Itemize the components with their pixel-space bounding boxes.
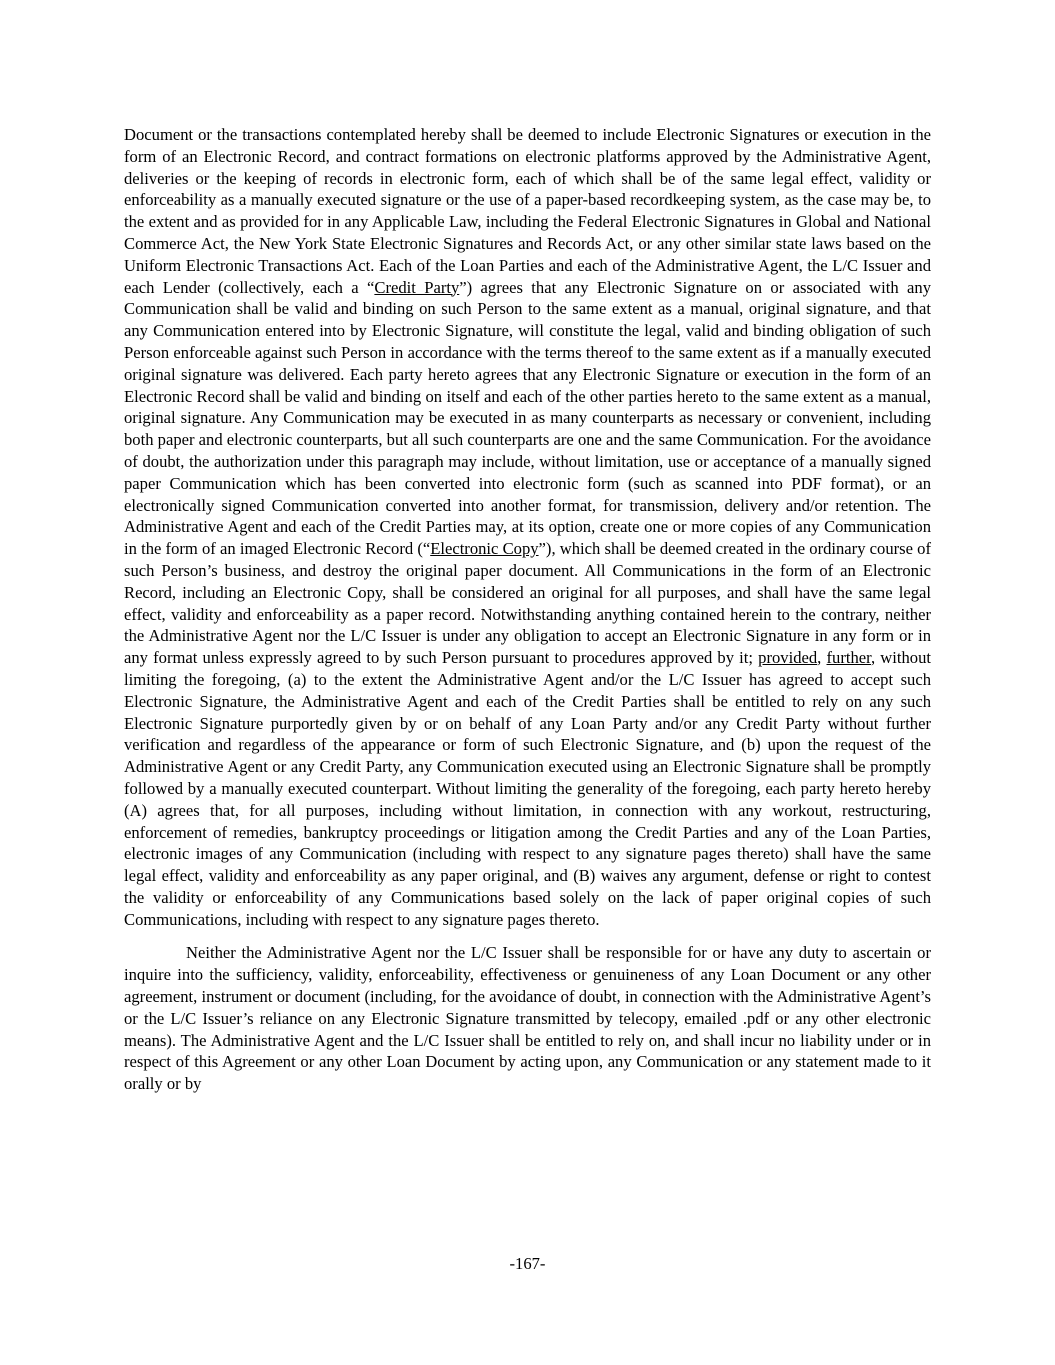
term-further: further [826, 648, 871, 668]
document-page [124, 124, 931, 1095]
defined-term-electronic-copy: Electronic Copy [430, 539, 539, 559]
defined-term-credit-party: Credit Party [374, 277, 460, 297]
body-paragraph-responsibility: Neither the Administrative Agent nor the L/C Issuer shall be responsible for or have any duty to ascertain or inquire into the sufficiency, validity, enforceability, effectiveness or genuineness of any Loan Document or any other agreement, instrument or document (including, for the avoidance of doubt, in connection with the Administrative Agent’s or the L/C Issuer’s reliance on any Electronic Signature transmitted by telecopy, emailed .pdf or any other electronic means). The Administrative Agent and the L/C Issuer shall be entitled to rely on, and shall incur no liability under or in respect of this Agreement or any other Loan Document by acting upon, any Communication or any statement made to it orally or by [124, 943, 931, 1094]
body-paragraph-electronic-signatures [124, 124, 931, 930]
paragraph-text-segment: ”) agrees that any Electronic Signature on or associated with any Communication shall be valid and binding on such Person to the same extent as a manual, original signature, and that any Communication entered into by Electronic Signature, will constitute the legal, valid and binding obligation of such Person enforceable against such Person in accordance with the terms thereof to the same extent as if a manually executed original signature was delivered. Each party hereto agrees that any Electronic Signature or execution in the form of an Electronic Record shall be valid and binding on itself and each of the other parties hereto to the same extent as a manual, original signature. Any Communication may be executed in as many counterparts as necessary or convenient, including both paper and electronic counterparts, but all such counterparts are one and the same Communication. For the avoidance of doubt, the authorization under this paragraph may include, without limitation, use or acceptance of a manually signed paper Communication which has been converted into electronic form (such as scanned into PDF format), or an electronically signed Communication converted into another format, for transmission, delivery and/or retention. The Administrative Agent and each of the Credit Parties may, at its option, create one or more copies of any Communication in the form of an imaged Electronic Record (“ [124, 277, 932, 559]
paragraph-text-segment: , [817, 648, 827, 668]
term-provided: provided [758, 648, 818, 668]
paragraph-text-segment: ”), which shall be deemed created in the ordinary course of such Person’s business, and destroy the original paper document. All Communications in the form of an Electronic Record, including an Electronic Copy, shall be considered an original for all purposes, and shall have the same legal effect, validity and enforceability as a paper record. Notwithstanding anything contained herein to the contrary, neither the Administrative Agent nor the L/C Issuer is under any obligation to accept an Electronic Signature in any form or in any format unless expressly agreed to by such Person pursuant to procedures approved by it; [124, 539, 931, 668]
page-number: -167- [509, 1254, 546, 1273]
paragraph-text-segment: , without limiting the foregoing, (a) to the extent the Administrative Agent and/or the L/C Issuer has agreed to accept such Electronic Signature, the Administrative Agent and each of the Credit Parties shall be entitled to rely on any such Electronic Signature purportedly given by or on behalf of any Loan Party and/or any Credit Party without further verification and regardless of the appearance or form of such Electronic Signature, and (b) upon the request of the Administrative Agent or any Credit Party, any Communication executed using an Electronic Signature shall be promptly followed by a manually executed counterpart. Without limiting the generality of the foregoing, each party hereto hereby (A) agrees that, for all purposes, including without limitation, in connection with any workout, restructuring, enforcement of remedies, bankruptcy proceedings or litigation among the Credit Parties and any of the Loan Parties, electronic images of any Communication (including with respect to any signature pages thereto) shall have the same legal effect, validity and enforceability as any paper original, and (B) waives any argument, defense or right to contest the validity or enforceability of any Communications based solely on the lack of paper original copies of such Communications, including with respect to any signature pages thereto. [124, 648, 932, 929]
paragraph-text-segment: Document or the transactions contemplated hereby shall be deemed to include Electronic Signatures or execution in the form of an Electronic Record, and contract formations on electronic platforms approved by the Administrative Agent, deliveries or the keeping of records in electronic form, each of which shall be of the same legal effect, validity or enforceability as a manually executed signature or the use of a paper-based recordkeeping system, as the case may be, to the extent and as provided for in any Applicable Law, including the Federal Electronic Signatures in Global and National Commerce Act, the New York State Electronic Signatures and Records Act, or any other similar state laws based on the Uniform Electronic Transactions Act. Each of the Loan Parties and each of the Administrative Agent, the L/C Issuer and each Lender (collectively, each a “ [124, 125, 931, 297]
